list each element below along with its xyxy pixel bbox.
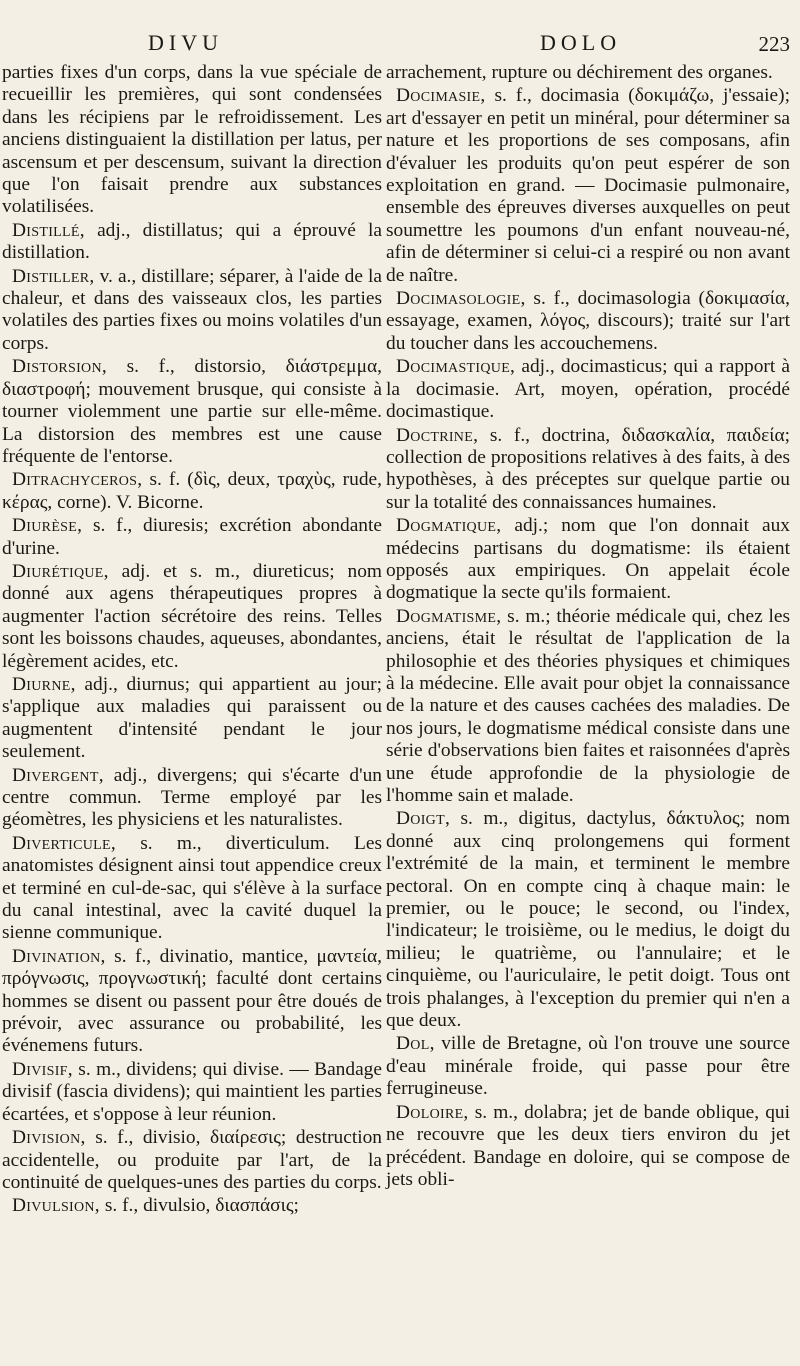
dictionary-entry <box>2 561 382 673</box>
entry-headword: Diurétique, <box>12 560 109 582</box>
entry-text: adj.; nom que l'on donnait aux médecins partisans du dogmatisme: ils étaient opposés aux empiriques. On appelait école dogmatique la secte qu'ils formaient. <box>386 515 790 604</box>
page-header <box>0 30 800 60</box>
entry-headword: Diurèse, <box>12 515 83 537</box>
entry-text: adj., divergens; qui s'écarte d'un centre commun. Terme employé par les géomètres, les physiciens et les naturalistes. <box>2 764 382 831</box>
entry-text: arrachement, rupture ou déchirement des organes. <box>386 62 773 83</box>
entry-text: v. a., distillare; séparer, à l'aide de la chaleur, et dans des vaisseaux clos, les parties volatiles des parties fixes ou moins volatiles d'un corps. <box>2 265 382 354</box>
entry-text: s. f., diuresis; excrétion abondante d'urine. <box>2 515 382 559</box>
dictionary-entry <box>386 85 790 287</box>
running-head-left: DIVU <box>148 30 223 55</box>
dictionary-entry <box>386 606 790 808</box>
entry-headword: Doigt, <box>396 808 451 830</box>
dictionary-entry <box>2 356 382 468</box>
dictionary-entry <box>2 62 382 219</box>
entry-text: ville de Bretagne, où l'on trouve une source d'eau minérale froide, qui passe pour être ferrugineuse. <box>386 1033 790 1100</box>
entry-headword: Divisif, <box>12 1058 73 1080</box>
running-head-right: DOLO <box>540 30 622 55</box>
entry-text: s. f., distorsio, διάστρεμμα, διαστροφή; mouvement brusque, qui consiste à tourner violemment une partie sur elle-même. La distorsion des membres est une cause fréquente de l'entorse. <box>2 356 382 467</box>
dictionary-entry <box>2 515 382 560</box>
dictionary-entry <box>2 674 382 764</box>
entry-text: s. f. (δὶς, deux, τραχὺς, rude, κέρας, corne). V. Bicorne. <box>2 469 382 513</box>
entry-headword: Divulsion, <box>12 1195 100 1217</box>
entry-text: s. f., divisio, διαίρεσις; destruction accidentelle, ou produite par l'art, de la continuité de quelques-unes des parties du corps. <box>2 1127 382 1193</box>
entry-text: adj., docimasticus; qui a rapport à la docimasie. Art, moyen, opération, procédé docimastique. <box>386 356 790 423</box>
entry-headword: Distorsion, <box>12 356 108 378</box>
entry-text: adj., distillatus; qui a éprouvé la distillation. <box>2 219 382 264</box>
entry-text: s. f., divulsio, διασπάσις; <box>104 1195 299 1217</box>
dictionary-entry <box>2 765 382 832</box>
dictionary-entry <box>386 356 790 423</box>
entry-text: s. m., dividens; qui divise. — Bandage divisif (fascia dividens); qui maintient les parties écartées, et s'oppose à leur réunion. <box>2 1058 382 1125</box>
entry-headword: Doctrine, <box>396 424 479 446</box>
entry-text: s. m., digitus, dactylus, δάκτυλος; nom donné aux cinq prolongemens qui forment l'extrémité de la main, et terminent le membre pectoral. On en compte cinq à chaque main: le premier, ou le pouce; le second, ou l'index, l'indicateur; le troisième, ou le medius, le doigt du milieu; le quatrième, ou l'annulaire; et le cinquième, ou l'auriculaire, le petit doigt. Tous ont trois phalanges, à l'exception du premier qui n'en a que deux. <box>386 808 790 1032</box>
dictionary-entry <box>2 946 382 1058</box>
dictionary-entry <box>386 62 790 84</box>
entry-text: s. f., divinatio, mantice, μαντεία, πρόγνωσις, προγνωστική; faculté dont certains hommes se disent ou passent pour être doués de prévoir, avec assurance ou probabilité, les événemens futurs. <box>2 945 382 1057</box>
entry-headword: Diverticule, <box>12 832 117 854</box>
entry-headword: Diurne, <box>12 673 76 695</box>
dictionary-entry <box>2 469 382 514</box>
dictionary-entry <box>2 220 382 265</box>
dictionary-entry <box>386 288 790 355</box>
dictionary-entry <box>2 1059 382 1126</box>
entry-text: s. m.; théorie médicale qui, chez les anciens, était le résultat de l'application de la philosophie et des théories physiques et chimiques à la médecine. Elle avait pour objet la connaissance de la nature et des causes cachées des maladies. De nos jours, le dogmatisme médical consiste dans une série d'observations bien faites et raisonnées d'après une étude approfondie de la physiologie de l'homme sain et malade. <box>386 605 790 806</box>
entry-headword: Divination, <box>12 945 106 967</box>
entry-headword: Division, <box>12 1127 86 1149</box>
dictionary-entry <box>386 1033 790 1100</box>
entry-headword: Ditrachyceros, <box>12 469 143 491</box>
entry-headword: Divergent, <box>12 764 104 786</box>
dictionary-entry <box>386 808 790 1032</box>
dictionary-entry <box>2 266 382 356</box>
entry-text: s. m., diverticulum. Les anatomistes désignent ainsi tout appendice creux et terminé en cul-de-sac, qui s'élève à la surface du canal intestinal, avec la cavité duquel la sienne communique. <box>2 832 382 944</box>
dictionary-entry <box>2 833 382 945</box>
dictionary-entry <box>2 1195 382 1217</box>
entry-text: s. f., doctrina, διδασκαλία, παιδεία; collection de propositions relatives à des faits, à des hypothèses, à des préceptes sur quelque partie ou sur la totalité des connaissances humaines. <box>386 424 790 513</box>
entry-text: s. f., docimasia (δοκιμάζω, j'essaie); art d'essayer en petit un minéral, pour déterminer sa nature et les proportions de ses composans, afin d'évaluer les produits qu'on peut espérer de son exploitation en grand. — Docimasie pulmonaire, ensemble des épreuves diverses auxquelles on peut soumettre les poumons d'un enfant nouveau-né, afin de déterminer si celui-ci a respiré ou non avant de naître. <box>386 85 790 286</box>
dictionary-entry <box>2 1127 382 1194</box>
entry-headword: Distiller, <box>12 265 95 287</box>
entry-text: adj. et s. m., diureticus; nom donné aux agens thérapeutiques propres à augmenter l'action sécrétoire des reins. Telles sont les boissons chaudes, aqueuses, abondantes, légèrement acides, etc. <box>2 560 382 672</box>
entry-headword: Dogmatique, <box>396 515 502 537</box>
left-column <box>2 62 382 1218</box>
dictionary-entry <box>386 515 790 605</box>
entry-text: parties fixes d'un corps, dans la vue spéciale de recueillir les premières, qui sont condensées dans les récipiens par le refroidissement. Les anciens distinguaient la distillation per latus, per ascensum et per descensum, suivant la direction que l'on faisait prendre aux substances volatilisées. <box>2 62 382 218</box>
entry-headword: Dogmatisme, <box>396 605 502 627</box>
right-column <box>386 62 790 1191</box>
entry-headword: Distillé, <box>12 219 85 241</box>
entry-text: s. m., dolabra; jet de bande oblique, qui ne recouvre que les deux tiers environ du jet précédent. Bandage en doloire, qui se compose de jets obli- <box>386 1101 790 1190</box>
dictionary-entry <box>386 1102 790 1192</box>
entry-headword: Doloire, <box>396 1101 469 1123</box>
entry-text: adj., diurnus; qui appartient au jour; s'applique aux maladies qui paraissent ou augmentent d'intensité pendant le jour seulement. <box>2 673 382 763</box>
entry-headword: Dol, <box>396 1033 435 1055</box>
entry-headword: Docimasologie, <box>396 288 526 310</box>
entry-headword: Docimastique, <box>396 356 516 378</box>
entry-text: s. f., docimasologia (δοκιμασία, essayage, examen, λόγος, discours); traité sur l'art du toucher dans les accouchemens. <box>386 288 790 354</box>
entry-headword: Docimasie, <box>396 85 486 107</box>
page-number: 223 <box>758 32 790 56</box>
dictionary-entry <box>386 425 790 515</box>
